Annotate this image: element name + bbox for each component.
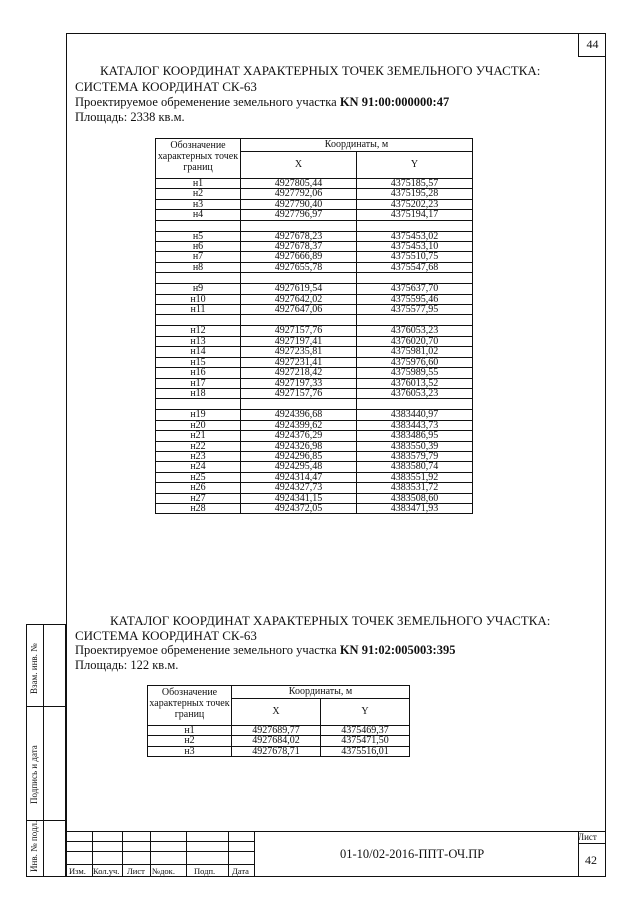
table-row	[156, 262, 473, 272]
y-coordinate-cell: 4383508,60	[357, 493, 473, 503]
point-label-cell: н10	[156, 294, 241, 304]
point-label-cell: н23	[156, 451, 241, 461]
title-block	[66, 831, 606, 877]
empty-cell	[357, 315, 473, 326]
point-label-cell: н19	[156, 410, 241, 420]
y-coordinate-cell: 4376013,52	[357, 378, 473, 388]
catalog2-encumbrance: Проектируемое обременение земельного участка KN 91:02:005003:395	[75, 643, 456, 657]
stamp-label-date: Дата	[232, 866, 249, 876]
x-coordinate-cell: 4927619,54	[241, 284, 357, 294]
col-coordinates: Координаты, м	[241, 139, 473, 152]
x-coordinate-cell: 4924399,62	[241, 420, 357, 430]
x-coordinate-cell: 4924314,47	[241, 472, 357, 482]
catalog2-system: СИСТЕМА КООРДИНАТ СК-63	[75, 628, 257, 643]
y-coordinate-cell: 4375577,95	[357, 305, 473, 315]
y-coordinate-cell: 4383440,97	[357, 410, 473, 420]
stamp-line	[578, 843, 606, 844]
stamp-line	[254, 831, 255, 877]
y-coordinate-cell: 4376053,23	[357, 326, 473, 336]
point-label-cell: н15	[156, 357, 241, 367]
table-row	[148, 726, 410, 736]
catalog2-area: Площадь: 122 кв.м.	[75, 658, 179, 672]
table-row	[156, 242, 473, 252]
table-row	[156, 451, 473, 461]
empty-cell	[357, 273, 473, 284]
empty-cell	[156, 220, 241, 231]
x-coordinate-cell: 4927642,02	[241, 294, 357, 304]
table-row	[156, 284, 473, 294]
y-coordinate-cell: 4375510,75	[357, 252, 473, 262]
x-coordinate-cell: 4927678,71	[232, 746, 321, 756]
table-row	[156, 231, 473, 241]
table-row	[156, 493, 473, 503]
x-coordinate-cell: 4927805,44	[241, 179, 357, 189]
catalog1-area: Площадь: 2338 кв.м.	[75, 110, 185, 124]
x-coordinate-cell: 4924295,48	[241, 462, 357, 472]
col-point-label: Обозначение характерных точек границ	[156, 139, 241, 179]
x-coordinate-cell: 4924296,85	[241, 451, 357, 461]
y-coordinate-cell: 4375453,10	[357, 242, 473, 252]
table-row	[156, 368, 473, 378]
x-coordinate-cell: 4924396,68	[241, 410, 357, 420]
table-spacer-row	[156, 273, 473, 284]
col-x: X	[232, 699, 321, 726]
point-label-cell: н2	[148, 736, 232, 746]
stamp-line	[66, 831, 606, 832]
table-row	[156, 357, 473, 367]
catalog1-encumbrance: Проектируемое обременение земельного участка KN 91:00:000000:47	[75, 95, 450, 109]
point-label-cell: н8	[156, 262, 241, 272]
col-y: Y	[357, 152, 473, 179]
point-label-cell: н27	[156, 493, 241, 503]
y-coordinate-cell: 4375981,02	[357, 347, 473, 357]
table-row	[156, 305, 473, 315]
table-row	[156, 179, 473, 189]
stamp-label-sheet: Лист	[127, 866, 145, 876]
table-row	[156, 472, 473, 482]
x-coordinate-cell: 4927647,06	[241, 305, 357, 315]
point-label-cell: н5	[156, 231, 241, 241]
table-row	[156, 483, 473, 493]
point-label-cell: н2	[156, 189, 241, 199]
catalog1-cadastral: KN 91:00:000000:47	[339, 95, 450, 109]
table-row	[156, 189, 473, 199]
top-page-number: 44	[578, 33, 606, 57]
x-coordinate-cell: 4927666,89	[241, 252, 357, 262]
catalog2-title: КАТАЛОГ КООРДИНАТ ХАРАКТЕРНЫХ ТОЧЕК ЗЕМЕЛЬНОГО УЧАСТКА:	[110, 613, 551, 628]
y-coordinate-cell: 4375194,17	[357, 210, 473, 220]
point-label-cell: н24	[156, 462, 241, 472]
table-spacer-row	[156, 399, 473, 410]
stamp-line	[122, 831, 123, 877]
catalog1-system: СИСТЕМА КООРДИНАТ СК-63	[75, 79, 257, 94]
y-coordinate-cell: 4383486,95	[357, 431, 473, 441]
table-row	[156, 199, 473, 209]
y-coordinate-cell: 4383579,79	[357, 451, 473, 461]
y-coordinate-cell: 4375516,01	[321, 746, 410, 756]
stamp-line	[228, 831, 229, 877]
point-label-cell: н21	[156, 431, 241, 441]
y-coordinate-cell: 4375202,23	[357, 199, 473, 209]
left-sidebar-stamp	[26, 624, 66, 877]
point-label-cell: н14	[156, 347, 241, 357]
x-coordinate-cell: 4927197,33	[241, 378, 357, 388]
y-coordinate-cell: 4375185,57	[357, 179, 473, 189]
table-row	[156, 252, 473, 262]
x-coordinate-cell: 4927218,42	[241, 368, 357, 378]
sidebar-sign-date: Подпись и дата	[29, 745, 39, 804]
point-label-cell: н3	[156, 199, 241, 209]
stamp-label-change: Изм.	[69, 866, 86, 876]
table-row	[156, 441, 473, 451]
point-label-cell: н17	[156, 378, 241, 388]
catalog2-coordinates-table	[147, 685, 410, 757]
x-coordinate-cell: 4924372,05	[241, 503, 357, 513]
point-label-cell: н1	[156, 179, 241, 189]
table-row	[156, 326, 473, 336]
empty-cell	[156, 273, 241, 284]
catalog1-title: КАТАЛОГ КООРДИНАТ ХАРАКТЕРНЫХ ТОЧЕК ЗЕМЕЛЬНОГО УЧАСТКА:	[100, 63, 541, 78]
sidebar-inv-replace: Взам. инв. №	[29, 643, 39, 694]
table-row	[156, 347, 473, 357]
table-row	[156, 210, 473, 220]
sheet-label: Лист	[578, 832, 597, 842]
point-label-cell: н9	[156, 284, 241, 294]
table-row	[156, 462, 473, 472]
empty-cell	[357, 399, 473, 410]
point-label-cell: н1	[148, 726, 232, 736]
col-x: X	[241, 152, 357, 179]
x-coordinate-cell: 4924327,73	[241, 483, 357, 493]
x-coordinate-cell: 4927157,76	[241, 388, 357, 398]
stamp-line	[66, 841, 254, 842]
point-label-cell: н25	[156, 472, 241, 482]
x-coordinate-cell: 4924326,98	[241, 441, 357, 451]
x-coordinate-cell: 4927157,76	[241, 326, 357, 336]
point-label-cell: н18	[156, 388, 241, 398]
point-label-cell: н26	[156, 483, 241, 493]
stamp-label-doc: №док.	[152, 866, 175, 876]
x-coordinate-cell: 4927684,02	[232, 736, 321, 746]
x-coordinate-cell: 4927231,41	[241, 357, 357, 367]
empty-cell	[241, 399, 357, 410]
empty-cell	[241, 220, 357, 231]
x-coordinate-cell: 4927796,97	[241, 210, 357, 220]
y-coordinate-cell: 4383551,92	[357, 472, 473, 482]
x-coordinate-cell: 4927689,77	[232, 726, 321, 736]
y-coordinate-cell: 4383550,39	[357, 441, 473, 451]
col-point-label: Обозначение характерных точек границ	[148, 686, 232, 726]
point-label-cell: н20	[156, 420, 241, 430]
point-label-cell: н16	[156, 368, 241, 378]
table-row	[156, 378, 473, 388]
table-row	[156, 503, 473, 513]
point-label-cell: н22	[156, 441, 241, 451]
table-spacer-row	[156, 315, 473, 326]
y-coordinate-cell: 4383443,73	[357, 420, 473, 430]
y-coordinate-cell: 4383580,74	[357, 462, 473, 472]
table-row	[156, 336, 473, 346]
empty-cell	[357, 220, 473, 231]
table-row	[156, 294, 473, 304]
x-coordinate-cell: 4924376,29	[241, 431, 357, 441]
document-code: 01-10/02-2016-ППТ-ОЧ.ПР	[340, 847, 485, 861]
table-row	[156, 388, 473, 398]
y-coordinate-cell: 4375595,46	[357, 294, 473, 304]
y-coordinate-cell: 4375976,60	[357, 357, 473, 367]
stamp-line	[66, 851, 254, 852]
y-coordinate-cell: 4375989,55	[357, 368, 473, 378]
x-coordinate-cell: 4927790,40	[241, 199, 357, 209]
sidebar-inv-orig: Инв. № подл.	[29, 820, 39, 872]
table-row	[148, 736, 410, 746]
x-coordinate-cell: 4927197,41	[241, 336, 357, 346]
point-label-cell: н3	[148, 746, 232, 756]
y-coordinate-cell: 4375469,37	[321, 726, 410, 736]
table-row	[148, 746, 410, 756]
table-spacer-row	[156, 220, 473, 231]
sidebar-divider	[26, 706, 66, 707]
y-coordinate-cell: 4375637,70	[357, 284, 473, 294]
sidebar-value-column	[43, 624, 66, 877]
stamp-line	[66, 864, 254, 865]
point-label-cell: н13	[156, 336, 241, 346]
x-coordinate-cell: 4927678,37	[241, 242, 357, 252]
y-coordinate-cell: 4383471,93	[357, 503, 473, 513]
y-coordinate-cell: 4375471,50	[321, 736, 410, 746]
y-coordinate-cell: 4375195,28	[357, 189, 473, 199]
stamp-line	[150, 831, 151, 877]
catalog1-coordinates-table	[155, 138, 473, 514]
point-label-cell: н7	[156, 252, 241, 262]
x-coordinate-cell: 4924341,15	[241, 493, 357, 503]
empty-cell	[156, 315, 241, 326]
catalog2-cadastral: KN 91:02:005003:395	[339, 643, 456, 657]
point-label-cell: н6	[156, 242, 241, 252]
stamp-label-sign: Подп.	[194, 866, 216, 876]
sheet-number: 42	[585, 853, 597, 867]
col-y: Y	[321, 699, 410, 726]
stamp-line	[186, 831, 187, 877]
table-row	[156, 431, 473, 441]
point-label-cell: н11	[156, 305, 241, 315]
table-row	[156, 410, 473, 420]
x-coordinate-cell: 4927235,81	[241, 347, 357, 357]
y-coordinate-cell: 4375453,02	[357, 231, 473, 241]
x-coordinate-cell: 4927678,23	[241, 231, 357, 241]
y-coordinate-cell: 4376020,70	[357, 336, 473, 346]
x-coordinate-cell: 4927655,78	[241, 262, 357, 272]
table-row	[156, 420, 473, 430]
col-coordinates: Координаты, м	[232, 686, 410, 699]
empty-cell	[241, 273, 357, 284]
empty-cell	[156, 399, 241, 410]
x-coordinate-cell: 4927792,06	[241, 189, 357, 199]
y-coordinate-cell: 4376053,23	[357, 388, 473, 398]
y-coordinate-cell: 4375547,68	[357, 262, 473, 272]
point-label-cell: н28	[156, 503, 241, 513]
point-label-cell: н12	[156, 326, 241, 336]
stamp-label-count: Кол.уч.	[93, 866, 120, 876]
point-label-cell: н4	[156, 210, 241, 220]
empty-cell	[241, 315, 357, 326]
y-coordinate-cell: 4383531,72	[357, 483, 473, 493]
